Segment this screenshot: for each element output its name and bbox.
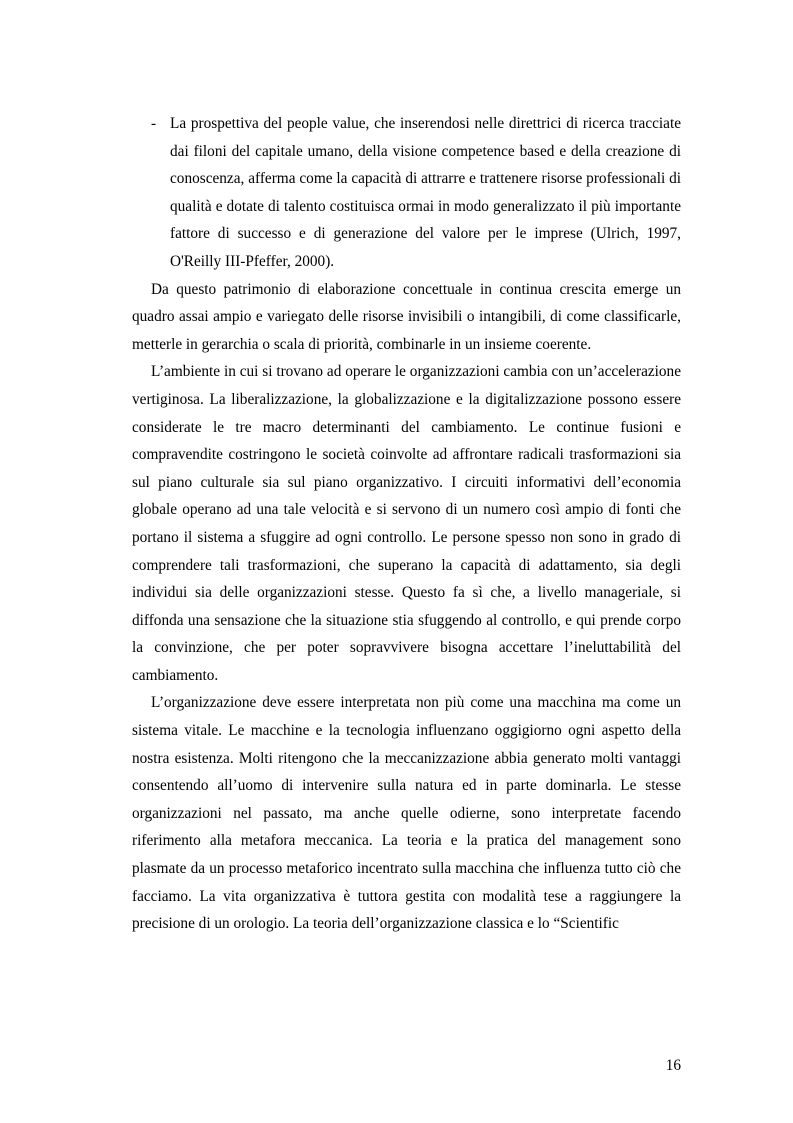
page-number: 16: [665, 1057, 681, 1074]
paragraph-1: Da questo patrimonio di elaborazione concettuale in continua crescita emerge un quadro assai ampio e variegato delle risorse invisibili o intangibili, di come classificarle, metterle in gerarchia o scala di priorità, combinarle in un insieme coerente.: [132, 280, 681, 353]
paragraph-2: L’ambiente in cui si trovano ad operare le organizzazioni cambia con un’accelerazione vertiginosa. La liberalizzazione, la globalizzazione e la digitalizzazione possono essere considerate le tre macro determinanti del cambiamento. Le continue fusioni e compravendite costringono le società coinvolte ad affrontare radicali trasformazioni sia sul piano culturale sia sul piano organizzativo. I circuiti informativi dell’economia globale operano ad una tale velocità e si servono di un numero così ampio di fonti che portano il sistema a sfuggire ad ogni controllo. Le persone spesso non sono in grado di comprendere tali trasformazioni, che superano la capacità di adattamento, sia degli individui sia delle organizzazioni stesse. Questo fa sì che, a livello manageriale, si diffonda una sensazione che la situazione stia sfuggendo al controllo, e qui prende corpo la convinzione, che per poter sopravvivere bisogna accettare l’ineluttabilità del cambiamento.: [132, 363, 681, 684]
paragraph-3: L’organizzazione deve essere interpretata non più come una macchina ma come un sistema vitale. Le macchine e la tecnologia influenzano oggigiorno ogni aspetto della nostra esistenza. Molti ritengono che la meccanizzazione abbia generato molti vantaggi consentendo all’uomo di intervenire sulla natura ed in parte dominarla. Le stesse organizzazioni nel passato, ma anche quelle odierne, sono interpretate facendo riferimento alla metafora meccanica. La teoria e la pratica del management sono plasmate da un processo metaforico incentrato sulla macchina che influenza tutto ciò che facciamo. La vita organizzativa è tuttora gestita con modalità tese a raggiungere la precisione di un orologio. La teoria dell’organizzazione classica e lo “Scientific: [132, 694, 681, 933]
bullet-list-item: [132, 110, 681, 276]
bullet-marker: -: [151, 115, 157, 132]
body-text: [132, 110, 681, 938]
bullet-text: La prospettiva del people value, che inserendosi nelle direttrici di ricerca tracciate dai filoni del capitale umano, della visione competence based e della creazione di conoscenza, afferma come la capacità di attrarre e trattenere risorse professionali di qualità e dotate di talento costituisca ormai in modo generalizzato il più importante fattore di successo e di generazione del valore per le imprese (Ulrich, 1997, O'Reilly III-Pfeffer, 2000).: [170, 115, 681, 270]
